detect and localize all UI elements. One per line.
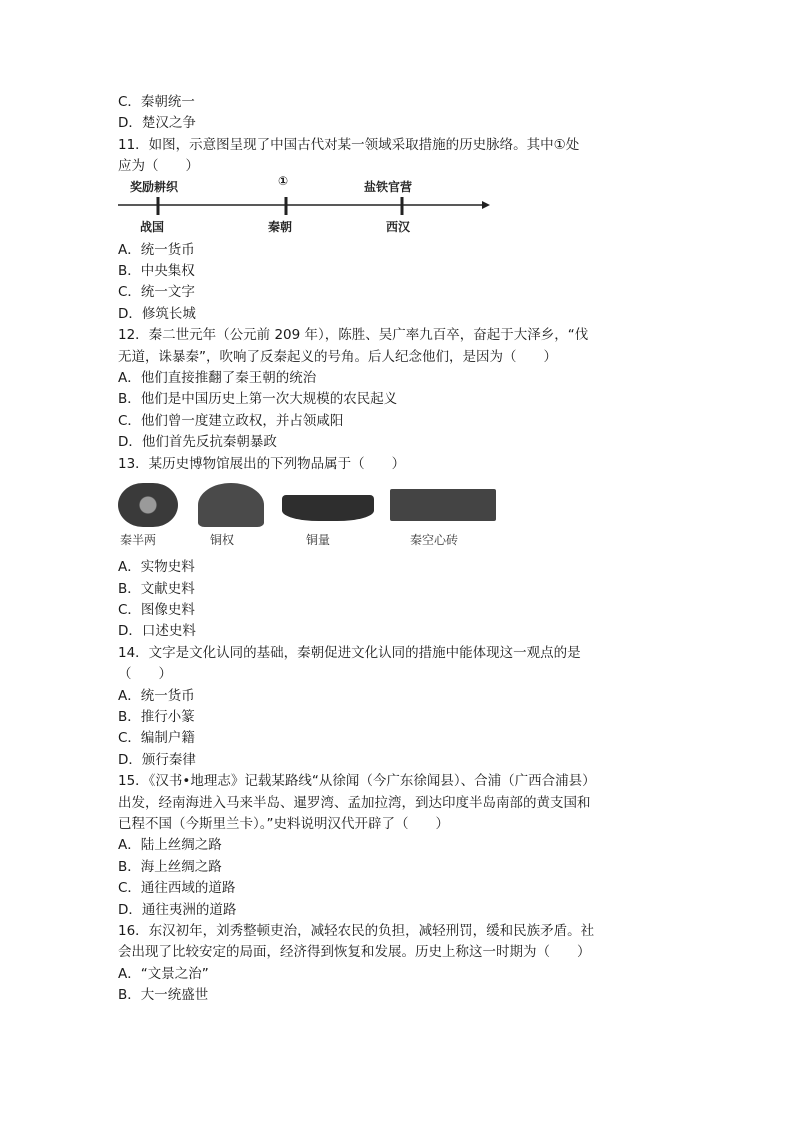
timeline-bottom-label-1: 战国 xyxy=(140,219,165,234)
text-line: D．修筑长城 xyxy=(118,305,196,322)
text-line: B．推行小篆 xyxy=(118,708,195,725)
timeline-arrowhead xyxy=(482,201,490,209)
text-line: 会出现了比较安定的局面，经济得到恢复和发展。历史上称这一时期为（ ） xyxy=(118,944,591,961)
text-line: 应为（ ） xyxy=(118,158,199,175)
text-line: 16．东汉初年，刘秀整顿吏治，减轻农民的负担，减轻刑罚，缓和民族矛盾。社 xyxy=(118,923,595,939)
text-line: （ ） xyxy=(118,666,172,683)
text-line: B．中央集权 xyxy=(118,263,195,280)
text-line: D．他们首先反抗秦朝暴政 xyxy=(118,434,277,451)
timeline-figure xyxy=(118,173,678,240)
text-line: A．实物史料 xyxy=(118,559,195,576)
text-line: D．通往夷洲的道路 xyxy=(118,901,237,918)
bronze-measure-image xyxy=(282,495,374,521)
text-line: D．口述史料 xyxy=(118,623,196,640)
bronze-weight-image xyxy=(198,483,264,527)
text-line: B．文献史料 xyxy=(118,580,195,597)
text-line: A．“文景之治” xyxy=(118,965,209,982)
text-line: A．陆上丝绸之路 xyxy=(118,837,222,854)
timeline-bottom-label-3: 西汉 xyxy=(386,219,411,234)
text-line: C．秦朝统一 xyxy=(118,94,195,110)
question-block-bottom xyxy=(118,557,678,1007)
text-line: 出发，经南海进入马来半岛、暹罗湾、孟加拉湾，到达印度半岛南部的黄支国和 xyxy=(118,794,591,811)
text-line: C．他们曾一度建立政权，并占领咸阳 xyxy=(118,412,344,429)
coin-image xyxy=(118,483,178,527)
text-line: C．图像史料 xyxy=(118,601,195,618)
text-line: 15．《汉书•地理志》记载某路线“从徐闻（今广东徐闻县）、合浦（广西合浦县） xyxy=(118,773,596,790)
question-block-top xyxy=(118,92,678,178)
text-line: 14．文字是文化认同的基础，秦朝促进文化认同的措施中能体现这一观点的是 xyxy=(118,644,581,661)
artifact-caption-3: 铜量 xyxy=(306,533,331,548)
question-block-middle xyxy=(118,240,678,475)
timeline-top-label-3: 盐铁官营 xyxy=(364,179,413,194)
text-line: A．统一货币 xyxy=(118,687,195,704)
artifact-caption-2: 铜权 xyxy=(210,533,235,548)
timeline-top-label-1: 奖励耕织 xyxy=(130,179,179,194)
text-line: B．他们是中国历史上第一次大规模的农民起义 xyxy=(118,391,398,408)
timeline-top-label-2: ① xyxy=(278,173,289,188)
text-line: A．统一货币 xyxy=(118,241,195,258)
text-line: A．他们直接推翻了秦王朝的统治 xyxy=(118,370,317,387)
timeline-bottom-label-2: 秦朝 xyxy=(268,219,293,234)
text-line: 12．秦二世元年（公元前 209 年），陈胜、吴广率九百卒，奋起于大泽乡，“伐 xyxy=(118,327,589,344)
text-line: D．颁行秦律 xyxy=(118,751,196,768)
text-line: B．海上丝绸之路 xyxy=(118,858,222,875)
text-line: 11．如图，示意图呈现了中国古代对某一领域采取措施的历史脉络。其中①处 xyxy=(118,136,580,153)
text-line: 13．某历史博物馆展出的下列物品属于（ ） xyxy=(118,455,406,472)
text-line: C．编制户籍 xyxy=(118,730,195,747)
hollow-brick-image xyxy=(390,489,496,521)
text-line: B．大一统盛世 xyxy=(118,987,209,1004)
artifact-figure xyxy=(118,477,678,553)
artifact-caption-1: 秦半两 xyxy=(120,533,157,548)
exam-page xyxy=(118,92,678,1007)
text-line: 无道，诛暴秦”，吹响了反秦起义的号角。后人纪念他们，是因为（ ） xyxy=(118,348,557,365)
text-line: D．楚汉之争 xyxy=(118,115,196,132)
artifact-caption-4: 秦空心砖 xyxy=(410,533,459,548)
text-line: 已程不国（今斯里兰卡）。”史料说明汉代开辟了（ ） xyxy=(118,815,449,832)
text-line: C．统一文字 xyxy=(118,284,195,301)
text-line: C．通往西域的道路 xyxy=(118,880,236,897)
